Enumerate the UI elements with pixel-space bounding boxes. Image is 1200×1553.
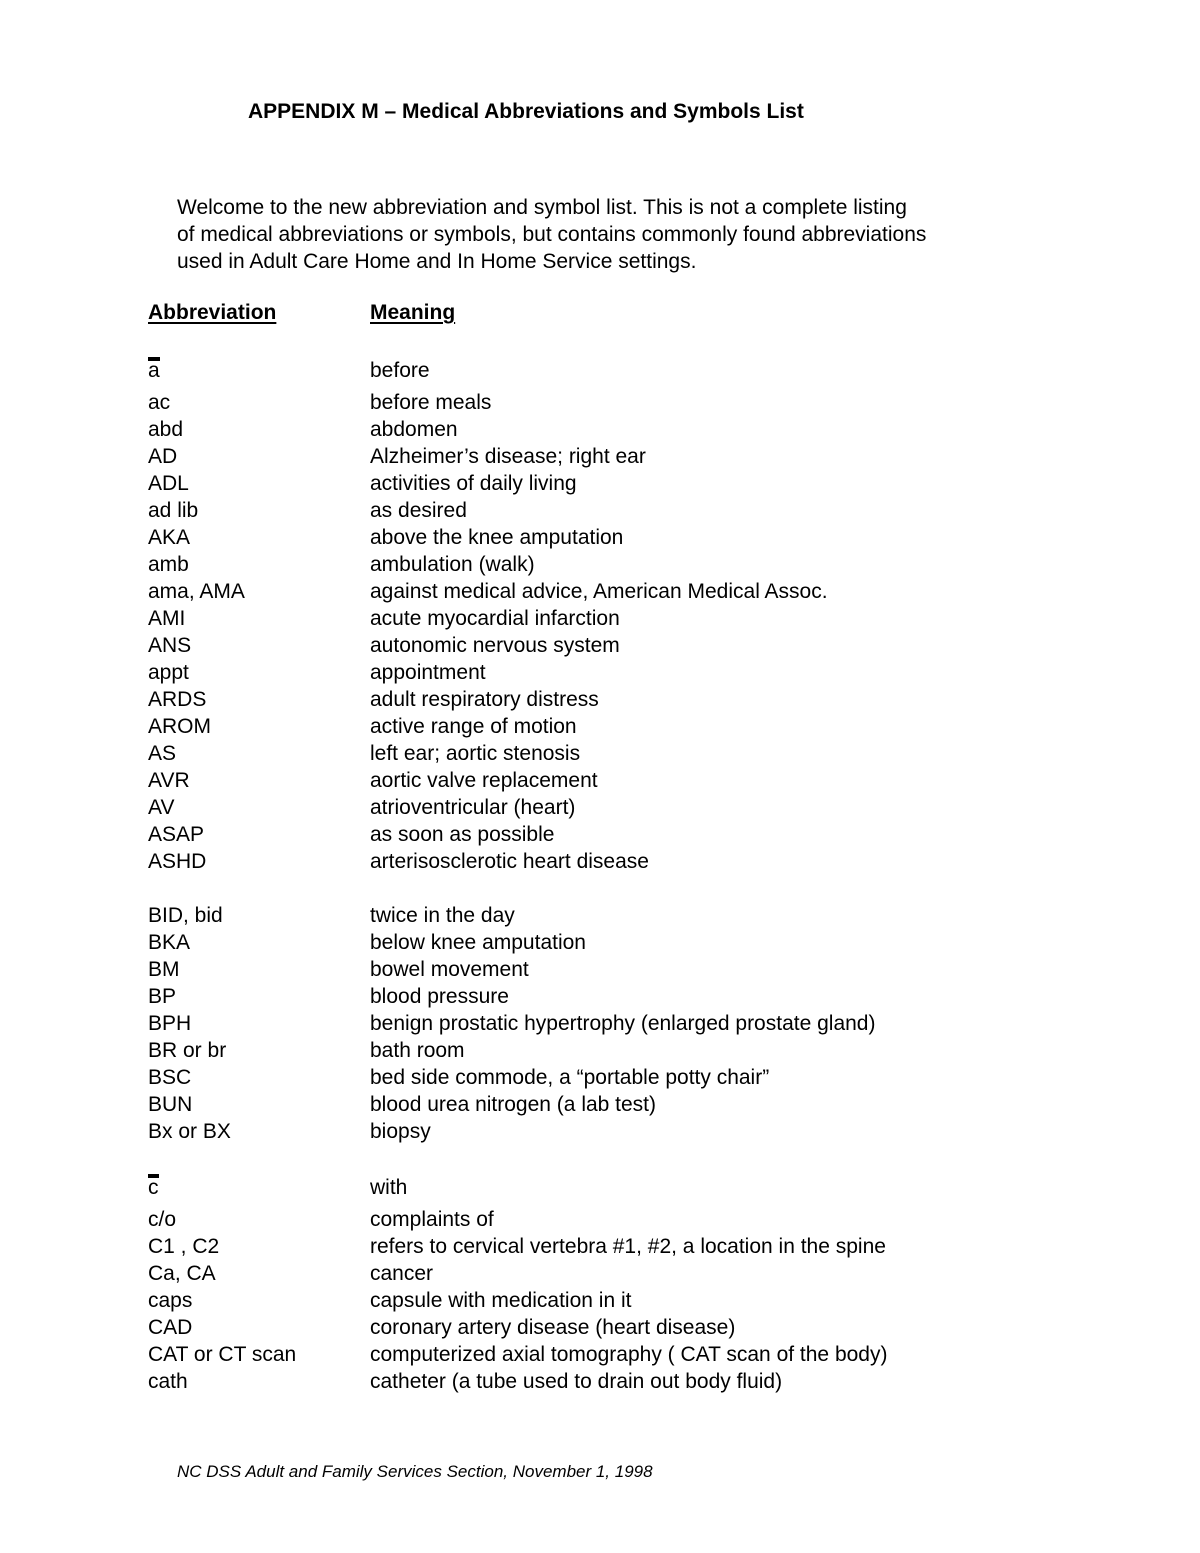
abbreviation-term: BR or br — [148, 1039, 227, 1062]
abbreviation-meaning: catheter (a tube used to drain out body fluid) — [370, 1370, 783, 1393]
abbreviation-term: CAT or CT scan — [148, 1343, 297, 1366]
abbreviation-term: AVR — [148, 769, 190, 792]
list-item — [0, 821, 1200, 848]
abbreviation-term: ad lib — [148, 499, 199, 522]
abbreviation-meaning: as soon as possible — [370, 823, 555, 846]
intro-line: of medical abbreviations or symbols, but contains commonly found abbreviations — [177, 223, 927, 246]
abbreviation-meaning: autonomic nervous system — [370, 634, 620, 657]
abbreviation-meaning: blood pressure — [370, 985, 509, 1008]
list-item — [0, 1010, 1200, 1037]
abbreviation-term: cath — [148, 1370, 188, 1393]
abbreviation-term: ANS — [148, 634, 192, 657]
abbreviation-meaning: appointment — [370, 661, 486, 684]
abbreviation-term: ama, AMA — [148, 580, 245, 603]
barred-symbol: c — [148, 1176, 159, 1199]
abbreviation-meaning: cancer — [370, 1262, 434, 1285]
abbreviation-term: ac — [148, 391, 171, 414]
abbreviation-meaning: twice in the day — [370, 904, 515, 927]
abbreviation-term: AS — [148, 742, 177, 765]
list-item — [0, 632, 1200, 659]
abbreviation-meaning: aortic valve replacement — [370, 769, 598, 792]
abbreviation-meaning: below knee amputation — [370, 931, 586, 954]
list-item — [0, 1341, 1200, 1368]
abbreviation-term: C1 , C2 — [148, 1235, 220, 1258]
barred-symbol: a — [148, 359, 160, 382]
list-item — [0, 524, 1200, 551]
abbreviation-meaning: arterisosclerotic heart disease — [370, 850, 649, 873]
abbreviation-meaning: active range of motion — [370, 715, 577, 738]
list-item — [0, 551, 1200, 578]
abbreviation-meaning: acute myocardial infarction — [370, 607, 620, 630]
abbreviation-meaning: benign prostatic hypertrophy (enlarged prostate gland) — [370, 1012, 876, 1035]
list-item — [0, 578, 1200, 605]
abbreviation-term: AKA — [148, 526, 191, 549]
abbreviation-term: AD — [148, 445, 178, 468]
page-title: APPENDIX M – Medical Abbreviations and Symbols List — [248, 100, 804, 123]
abbreviation-meaning: atrioventricular (heart) — [370, 796, 576, 819]
abbreviation-meaning: bath room — [370, 1039, 465, 1062]
intro-line: used in Adult Care Home and In Home Service settings. — [177, 250, 697, 273]
abbreviation-term: caps — [148, 1289, 193, 1312]
abbreviation-term: BID, bid — [148, 904, 223, 927]
abbreviation-meaning: capsule with medication in it — [370, 1289, 632, 1312]
abbreviation-meaning: above the knee amputation — [370, 526, 624, 549]
abbreviation-term: AROM — [148, 715, 211, 738]
abbreviation-meaning: refers to cervical vertebra #1, #2, a location in the spine — [370, 1235, 886, 1258]
abbreviation-term: ARDS — [148, 688, 207, 711]
abbreviation-term: Ca, CA — [148, 1262, 216, 1285]
list-item — [0, 357, 1200, 384]
abbreviation-meaning: biopsy — [370, 1120, 431, 1143]
abbreviation-term: abd — [148, 418, 184, 441]
abbreviation-meaning: bowel movement — [370, 958, 529, 981]
list-item — [0, 686, 1200, 713]
intro-line: Welcome to the new abbreviation and symbol list. This is not a complete listing — [177, 196, 907, 219]
list-item — [0, 956, 1200, 983]
abbreviation-meaning: bed side commode, a “portable potty chair” — [370, 1066, 770, 1089]
abbreviation-meaning: adult respiratory distress — [370, 688, 599, 711]
abbreviation-term — [148, 1174, 159, 1201]
abbreviation-meaning: complaints of — [370, 1208, 494, 1231]
abbreviation-term — [148, 357, 160, 384]
list-item — [0, 1091, 1200, 1118]
meaning-column-header: Meaning — [370, 301, 456, 324]
abbreviation-term: amb — [148, 553, 189, 576]
list-item — [0, 1233, 1200, 1260]
list-item — [0, 1118, 1200, 1145]
page-footer: NC DSS Adult and Family Services Section, November 1, 1998 — [177, 1462, 653, 1481]
list-item — [0, 767, 1200, 794]
abbreviation-meaning: Alzheimer’s disease; right ear — [370, 445, 646, 468]
abbreviation-term: ASHD — [148, 850, 207, 873]
list-item — [0, 1174, 1200, 1201]
abbreviation-term: CAD — [148, 1316, 193, 1339]
list-item — [0, 1314, 1200, 1341]
abbreviation-meaning: ambulation (walk) — [370, 553, 535, 576]
abbreviation-meaning: blood urea nitrogen (a lab test) — [370, 1093, 657, 1116]
list-item — [0, 740, 1200, 767]
abbreviation-term: ADL — [148, 472, 189, 495]
abbreviation-meaning: computerized axial tomography ( CAT scan of the body) — [370, 1343, 888, 1366]
list-item — [0, 929, 1200, 956]
list-item — [0, 605, 1200, 632]
list-item — [0, 659, 1200, 686]
abbreviation-term: appt — [148, 661, 189, 684]
abbreviation-term: c/o — [148, 1208, 177, 1231]
list-item — [0, 902, 1200, 929]
list-item — [0, 1064, 1200, 1091]
list-item — [0, 794, 1200, 821]
abbreviation-meaning: abdomen — [370, 418, 458, 441]
list-item — [0, 1206, 1200, 1233]
list-item — [0, 416, 1200, 443]
intro-paragraph — [177, 194, 1057, 275]
list-item — [0, 497, 1200, 524]
list-item — [0, 1368, 1200, 1395]
abbreviation-meaning: left ear; aortic stenosis — [370, 742, 581, 765]
abbreviation-meaning: coronary artery disease (heart disease) — [370, 1316, 736, 1339]
abbreviation-term: BKA — [148, 931, 191, 954]
abbreviation-meaning: activities of daily living — [370, 472, 577, 495]
abbreviation-meaning: with — [370, 1176, 408, 1199]
abbreviation-term: BPH — [148, 1012, 192, 1035]
abbreviation-meaning: before meals — [370, 391, 492, 414]
list-item — [0, 389, 1200, 416]
abbreviation-term: BP — [148, 985, 177, 1008]
abbreviation-term: AMI — [148, 607, 186, 630]
list-item — [0, 443, 1200, 470]
list-item — [0, 713, 1200, 740]
list-item — [0, 1287, 1200, 1314]
abbreviation-term: BM — [148, 958, 180, 981]
list-item — [0, 1037, 1200, 1064]
list-item — [0, 983, 1200, 1010]
abbreviation-term: BUN — [148, 1093, 193, 1116]
abbreviation-meaning: before — [370, 359, 430, 382]
abbreviation-column-header: Abbreviation — [148, 301, 277, 324]
abbreviation-term: Bx or BX — [148, 1120, 231, 1143]
abbreviation-term: AV — [148, 796, 175, 819]
abbreviation-term: ASAP — [148, 823, 205, 846]
abbreviation-meaning: against medical advice, American Medical Assoc. — [370, 580, 828, 603]
list-item — [0, 470, 1200, 497]
list-item — [0, 848, 1200, 875]
abbreviation-meaning: as desired — [370, 499, 467, 522]
list-item — [0, 1260, 1200, 1287]
abbreviation-term: BSC — [148, 1066, 192, 1089]
